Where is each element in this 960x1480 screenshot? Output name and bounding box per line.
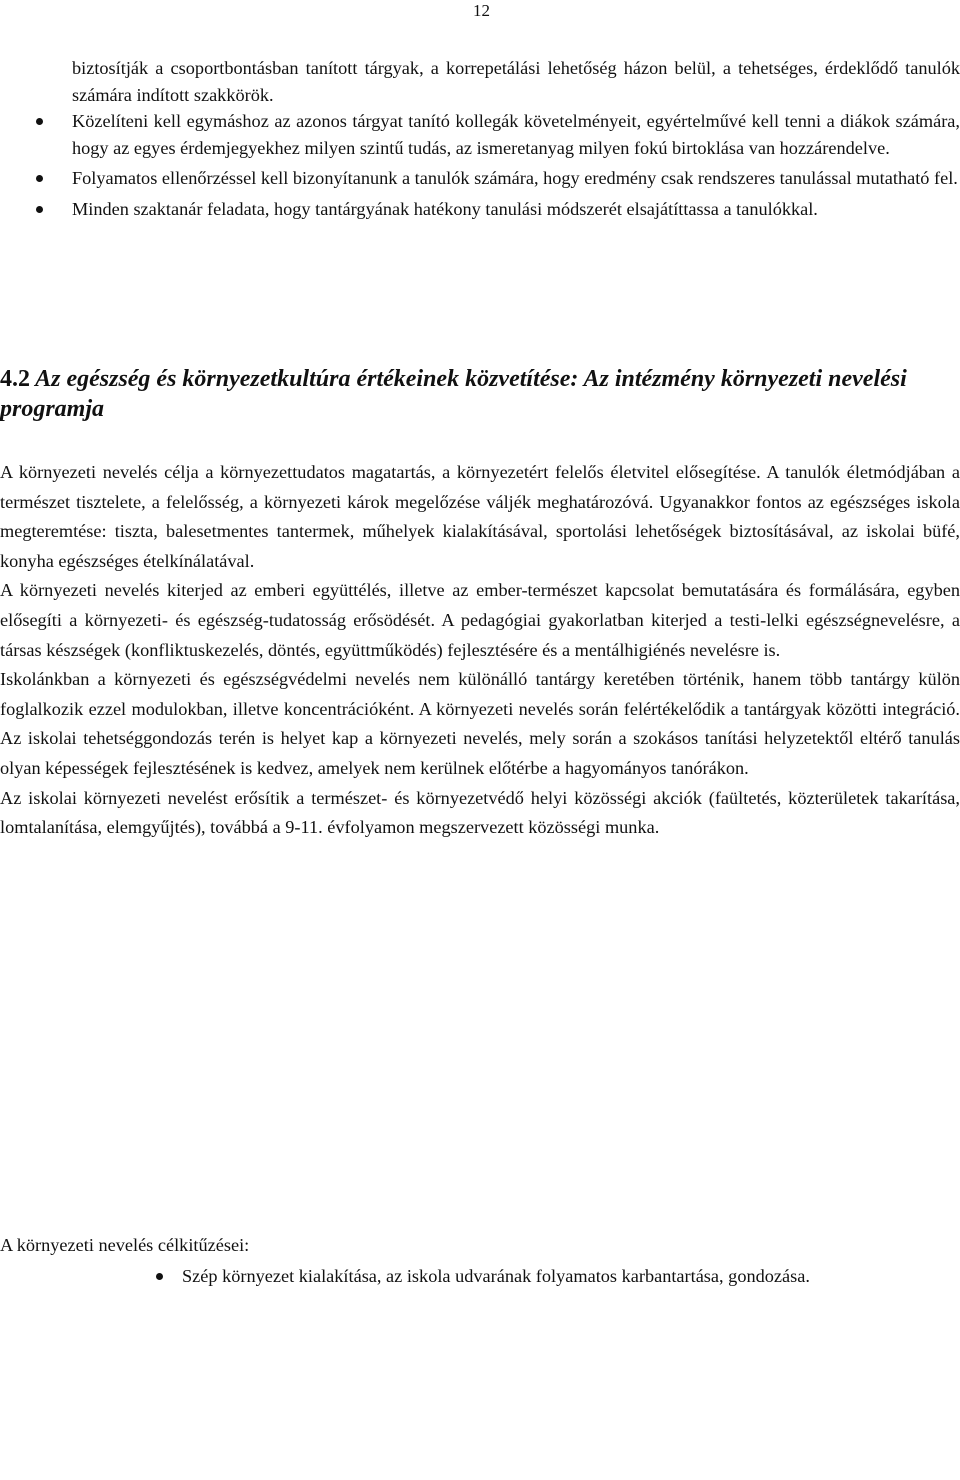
list-item-text: Szép környezet kialakítása, az iskola udvarának folyamatos karbantartása, gondozása.: [182, 1266, 810, 1286]
section-title: Az egészség és környezetkultúra értékeinek közvetítése: Az intézmény környezeti nevelési programja: [0, 366, 907, 422]
section-number: 4.2: [0, 366, 30, 392]
env-goals-list: [182, 1262, 960, 1292]
page-number: 12: [473, 1, 490, 20]
section-heading: [0, 364, 960, 424]
bullet-icon: [156, 1273, 163, 1280]
list-item-text: Minden szaktanár feladata, hogy tantárgyának hatékony tanulási módszerét elsajátíttassa a tanulókkal.: [72, 198, 818, 219]
continuation-text: biztosítják a csoportbontásban tanított tárgyak, a korrepetálási lehetőség házon belül, a tehetséges, érdeklődő tanulók számára indított szakkörök.: [72, 58, 960, 105]
list-item: [72, 108, 960, 161]
list-item: [182, 1262, 960, 1292]
paragraph: A környezeti nevelés kiterjed az emberi együttélés, illetve az ember-természet kapcsolat bemutatására és formálására, egyben elősegíti a környezeti- és egészség-tudatosság erősödését. A pedagógiai gyakorlatban kiterjed a testi-lelki egészségnevelésre, a társas készségek (konfliktuskezelés, döntés, együttműködés) fejlesztésére és a mentálhigiénés nevelésre is.: [0, 580, 960, 660]
list-item: [72, 196, 960, 223]
bullet-icon: [36, 175, 43, 182]
paragraph: Iskolánkban a környezeti és egészségvédelmi nevelés nem különálló tantárgy keretében történik, hanem több tantárgy külön foglalkozik ezzel modulokban, illetve koncentrációként. A környezeti nevelés során felértékelődik a tantárgyak közötti integráció. Az iskolai tehetséggondozás terén is helyet kap a környezeti nevelés, mely során a szokásos tanítási helyzetektől eltérő tanulás olyan képességek fejlesztésének is kedvez, amelyek nem kerülnek előtérbe a hagyományos tanórákon.: [0, 669, 960, 778]
bullet-icon: [36, 118, 43, 125]
env-goals-heading: A környezeti nevelés célkitűzései:: [0, 1235, 250, 1255]
body-text: [0, 458, 960, 843]
top-bullet-list: [72, 108, 960, 222]
top-bullet-block: [72, 55, 960, 226]
paragraph: A környezeti nevelés célja a környezettudatos magatartás, a környezetért felelős életvitel elősegítése. A tanulók életmódjában a természet tisztelete, a felelősség, a környezeti károk megelőzése váljék meghatározóvá. Ugyanakkor fontos az egészséges iskola megteremtése: tiszta, balesetmentes tantermek, műhelyek kialakításával, sportolási lehetőségek biztosításával, az iskolai büfé, konyha egészséges ételkínálatával.: [0, 462, 960, 571]
bullet-icon: [36, 206, 43, 213]
list-item: [72, 165, 960, 192]
list-item-text: Folyamatos ellenőrzéssel kell bizonyítanunk a tanulók számára, hogy eredmény csak rendszeres tanulással mutatható fel.: [72, 168, 958, 188]
list-item-text: Közelíteni kell egymáshoz az azonos tárgyat tanító kollegák követelményeit, egyértelművé kell tenni a diákok számára, hogy az egyes érdemjegyekhez milyen szintű tudás, az ismeretanyag milyen fokú birtoklása van hozzárendelve.: [72, 111, 960, 158]
paragraph: Az iskolai környezeti nevelést erősítik a természet- és környezetvédő helyi közösségi akciók (faültetés, közterületek takarítása, lomtalanítása, elemgyűjtés), továbbá a 9-11. évfolyamon megszervezett közösségi munka.: [0, 787, 960, 838]
